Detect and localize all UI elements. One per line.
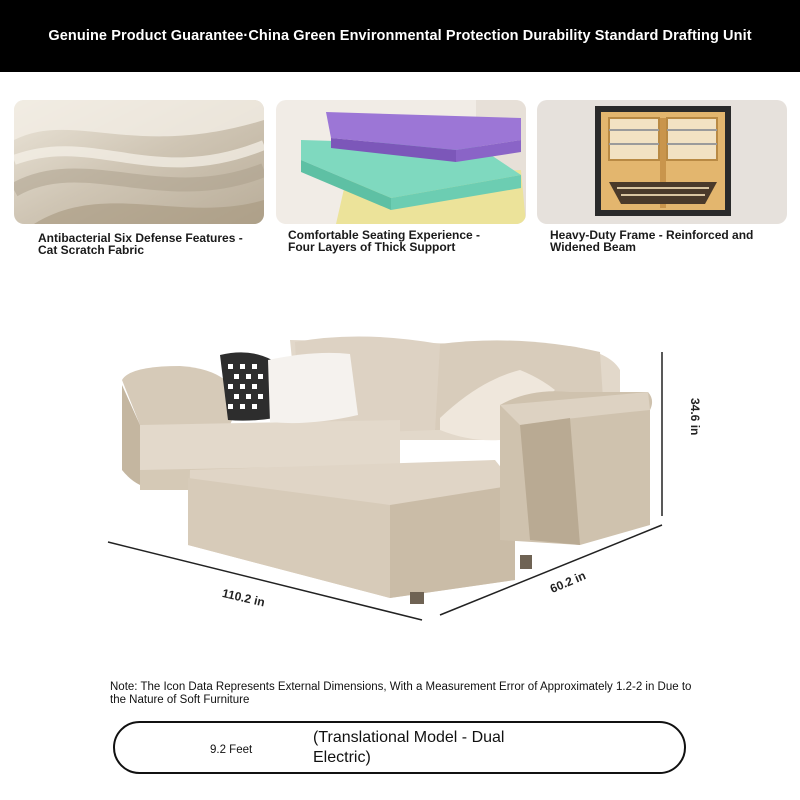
top-banner — [0, 0, 800, 72]
banner-text: Genuine Product Guarantee·China Green Environmental Protection Durability Standard Drafting Unit — [48, 28, 752, 44]
feature-card-frame — [537, 100, 787, 224]
depth-dimension-label: 60.2 in — [548, 568, 588, 596]
measurement-note: Note: The Icon Data Represents External Dimensions, With a Measurement Error of Approximately 1.2-2 in Due to the Nature of Soft Furniture — [110, 681, 692, 706]
feature-label-frame: Heavy-Duty Frame - Reinforced and Widened Beam — [550, 228, 754, 254]
sofa-illustration — [100, 330, 700, 630]
height-dimension-label: 34.6 in — [688, 398, 702, 436]
fabric-image — [14, 100, 264, 224]
feature-card-foam — [276, 100, 526, 224]
model-name-text: (Translational Model - Dual Electric) — [313, 729, 505, 766]
model-size-text: 9.2 Feet — [210, 744, 253, 756]
feature-card-fabric — [14, 100, 264, 224]
model-info-pill — [113, 721, 686, 774]
feature-label-foam: Comfortable Seating Experience - Four Layers of Thick Support — [288, 228, 481, 254]
foam-layers-image — [276, 100, 526, 224]
frame-image — [537, 100, 787, 224]
feature-label-fabric: Antibacterial Six Defense Features - Cat Scratch Fabric — [38, 231, 243, 257]
width-dimension-label: 110.2 in — [220, 586, 267, 610]
